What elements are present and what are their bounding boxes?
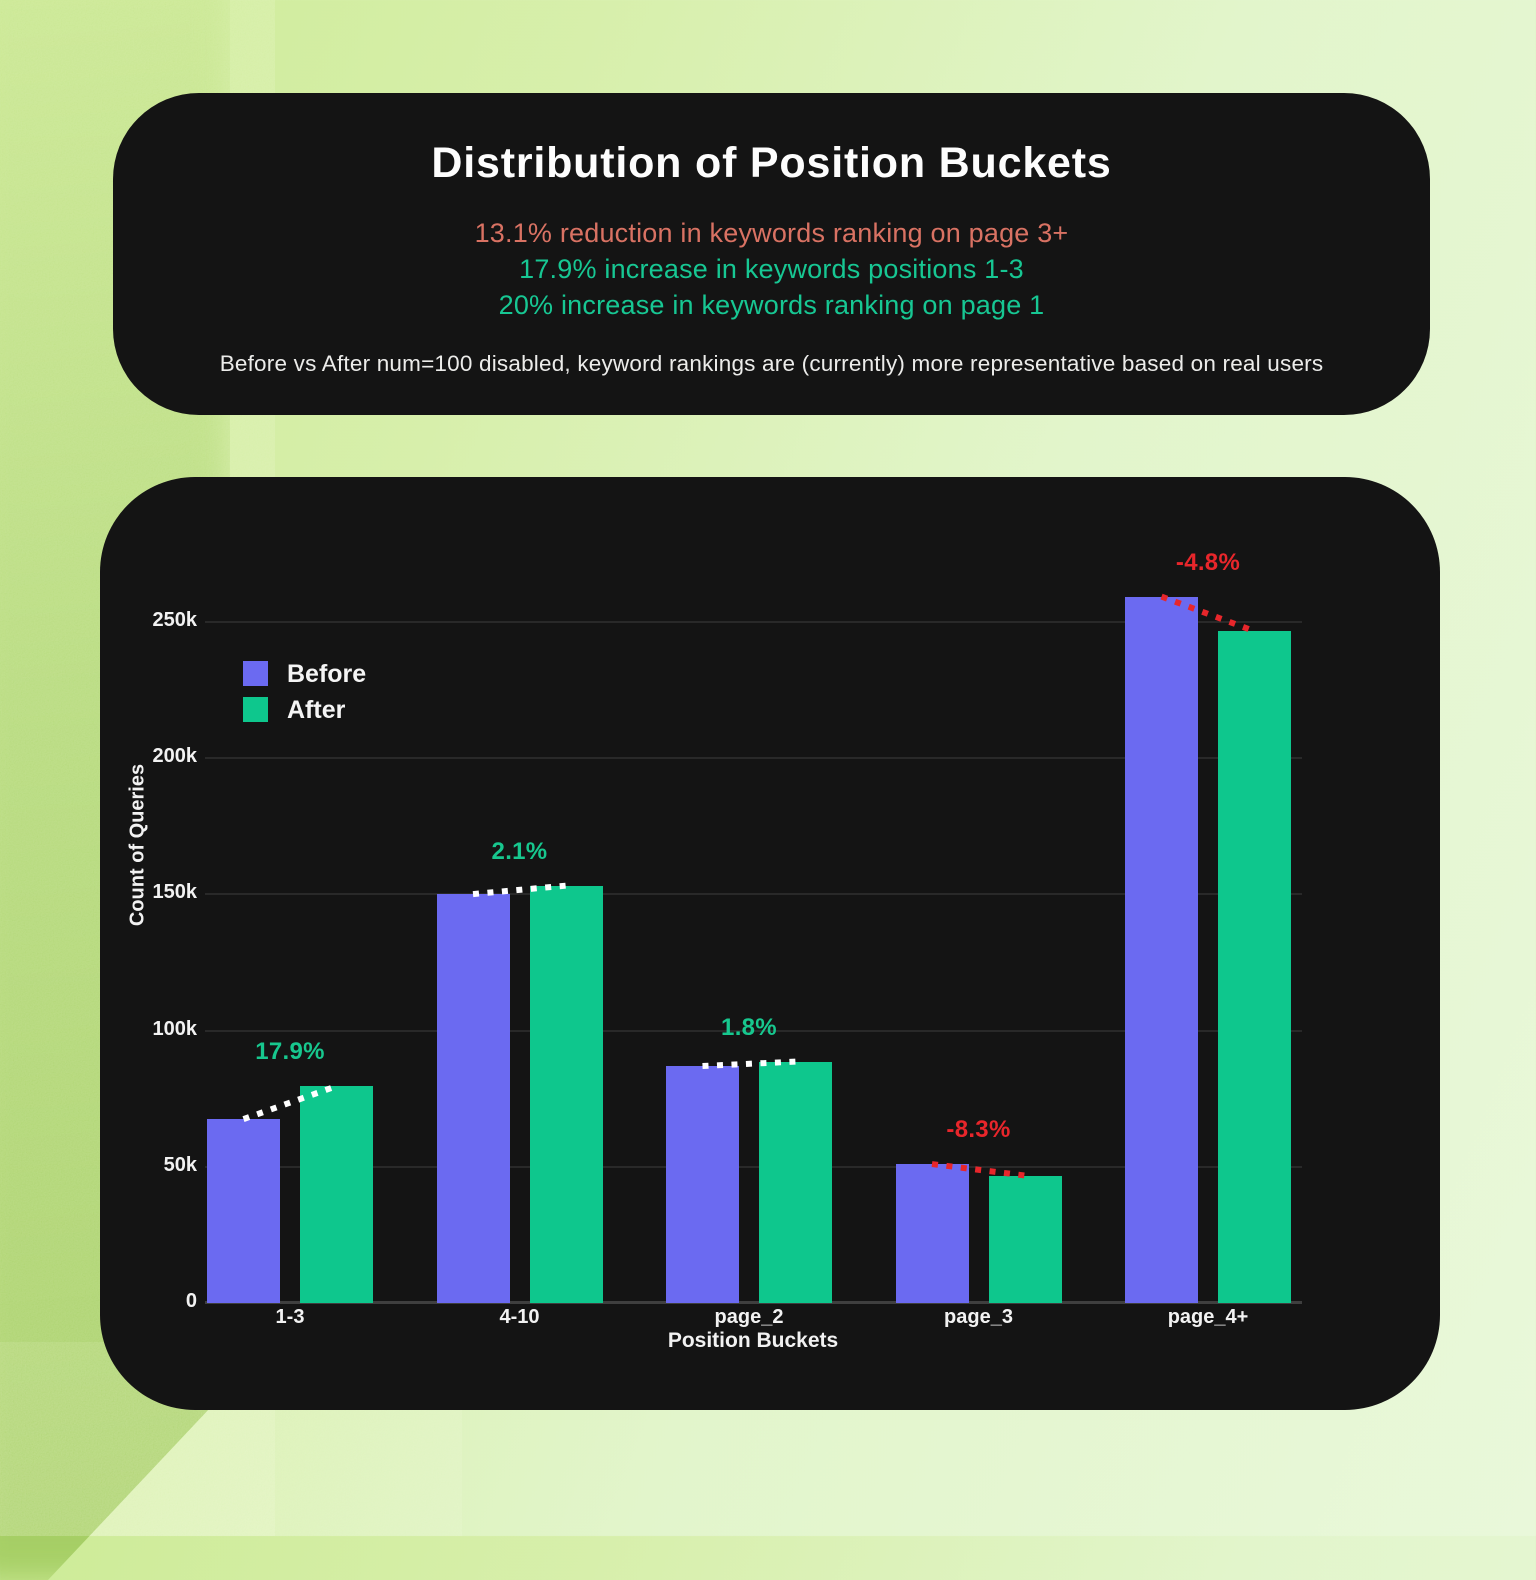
- y-tick-label-0: 0: [185, 1290, 197, 1312]
- y-tick-label-200k: 200k: [152, 745, 197, 768]
- trend-connector-page_4+: [1162, 597, 1255, 632]
- y-tick-label-50k: 50k: [163, 1153, 197, 1176]
- highlight-positions-1-3-increase: 17.9% increase in keywords positions 1-3: [519, 254, 1024, 284]
- x-tick-label-page_3: page_3: [944, 1306, 1013, 1328]
- plot-area: [100, 477, 1440, 1410]
- x-tick-label-1-3: 1-3: [275, 1306, 305, 1328]
- x-tick-label-4-10: 4-10: [499, 1306, 540, 1328]
- change-annotation-1-3: 17.9%: [255, 1038, 325, 1066]
- highlight-page3-reduction: 13.1% reduction in keywords ranking on page 3+: [474, 218, 1069, 248]
- trend-connector-page_3: [932, 1164, 1025, 1175]
- x-tick-label-page_4+: page_4+: [1167, 1306, 1249, 1328]
- change-annotation-page_2: 1.8%: [721, 1013, 777, 1041]
- subtitle-note: Before vs After num=100 disabled, keyword rankings are (currently) more representative based on real users: [219, 351, 1324, 376]
- page-title: Distribution of Position Buckets: [431, 139, 1112, 187]
- x-axis-title: Position Buckets: [667, 1329, 839, 1352]
- trend-connector-page_2: [703, 1062, 796, 1066]
- legend-item-before[interactable]: [243, 661, 503, 687]
- trend-connector-4-10: [473, 886, 566, 894]
- y-tick-label-250k: 250k: [152, 608, 197, 631]
- before-color-swatch: [243, 661, 268, 686]
- trend-connectors-layer: [100, 477, 1440, 1410]
- change-annotation-4-10: 2.1%: [491, 837, 548, 865]
- x-tick-label-page_2: page_2: [714, 1306, 784, 1328]
- legend-label-before: Before: [287, 660, 367, 688]
- after-color-swatch: [243, 697, 268, 722]
- header-card: [113, 93, 1430, 415]
- legend-item-after[interactable]: [243, 697, 503, 723]
- change-annotation-page_4+: -4.8%: [1175, 548, 1241, 576]
- chart-card: [100, 477, 1440, 1410]
- change-annotation-page_3: -8.3%: [946, 1116, 1011, 1144]
- y-axis-title: Count of Queries: [126, 763, 149, 927]
- highlight-page1-increase: 20% increase in keywords ranking on page 1: [498, 290, 1045, 320]
- legend-label-after: After: [287, 696, 346, 724]
- y-tick-label-150k: 150k: [152, 881, 197, 904]
- y-tick-label-100k: 100k: [152, 1017, 197, 1040]
- legend: [243, 661, 503, 731]
- trend-connector-1-3: [244, 1086, 337, 1119]
